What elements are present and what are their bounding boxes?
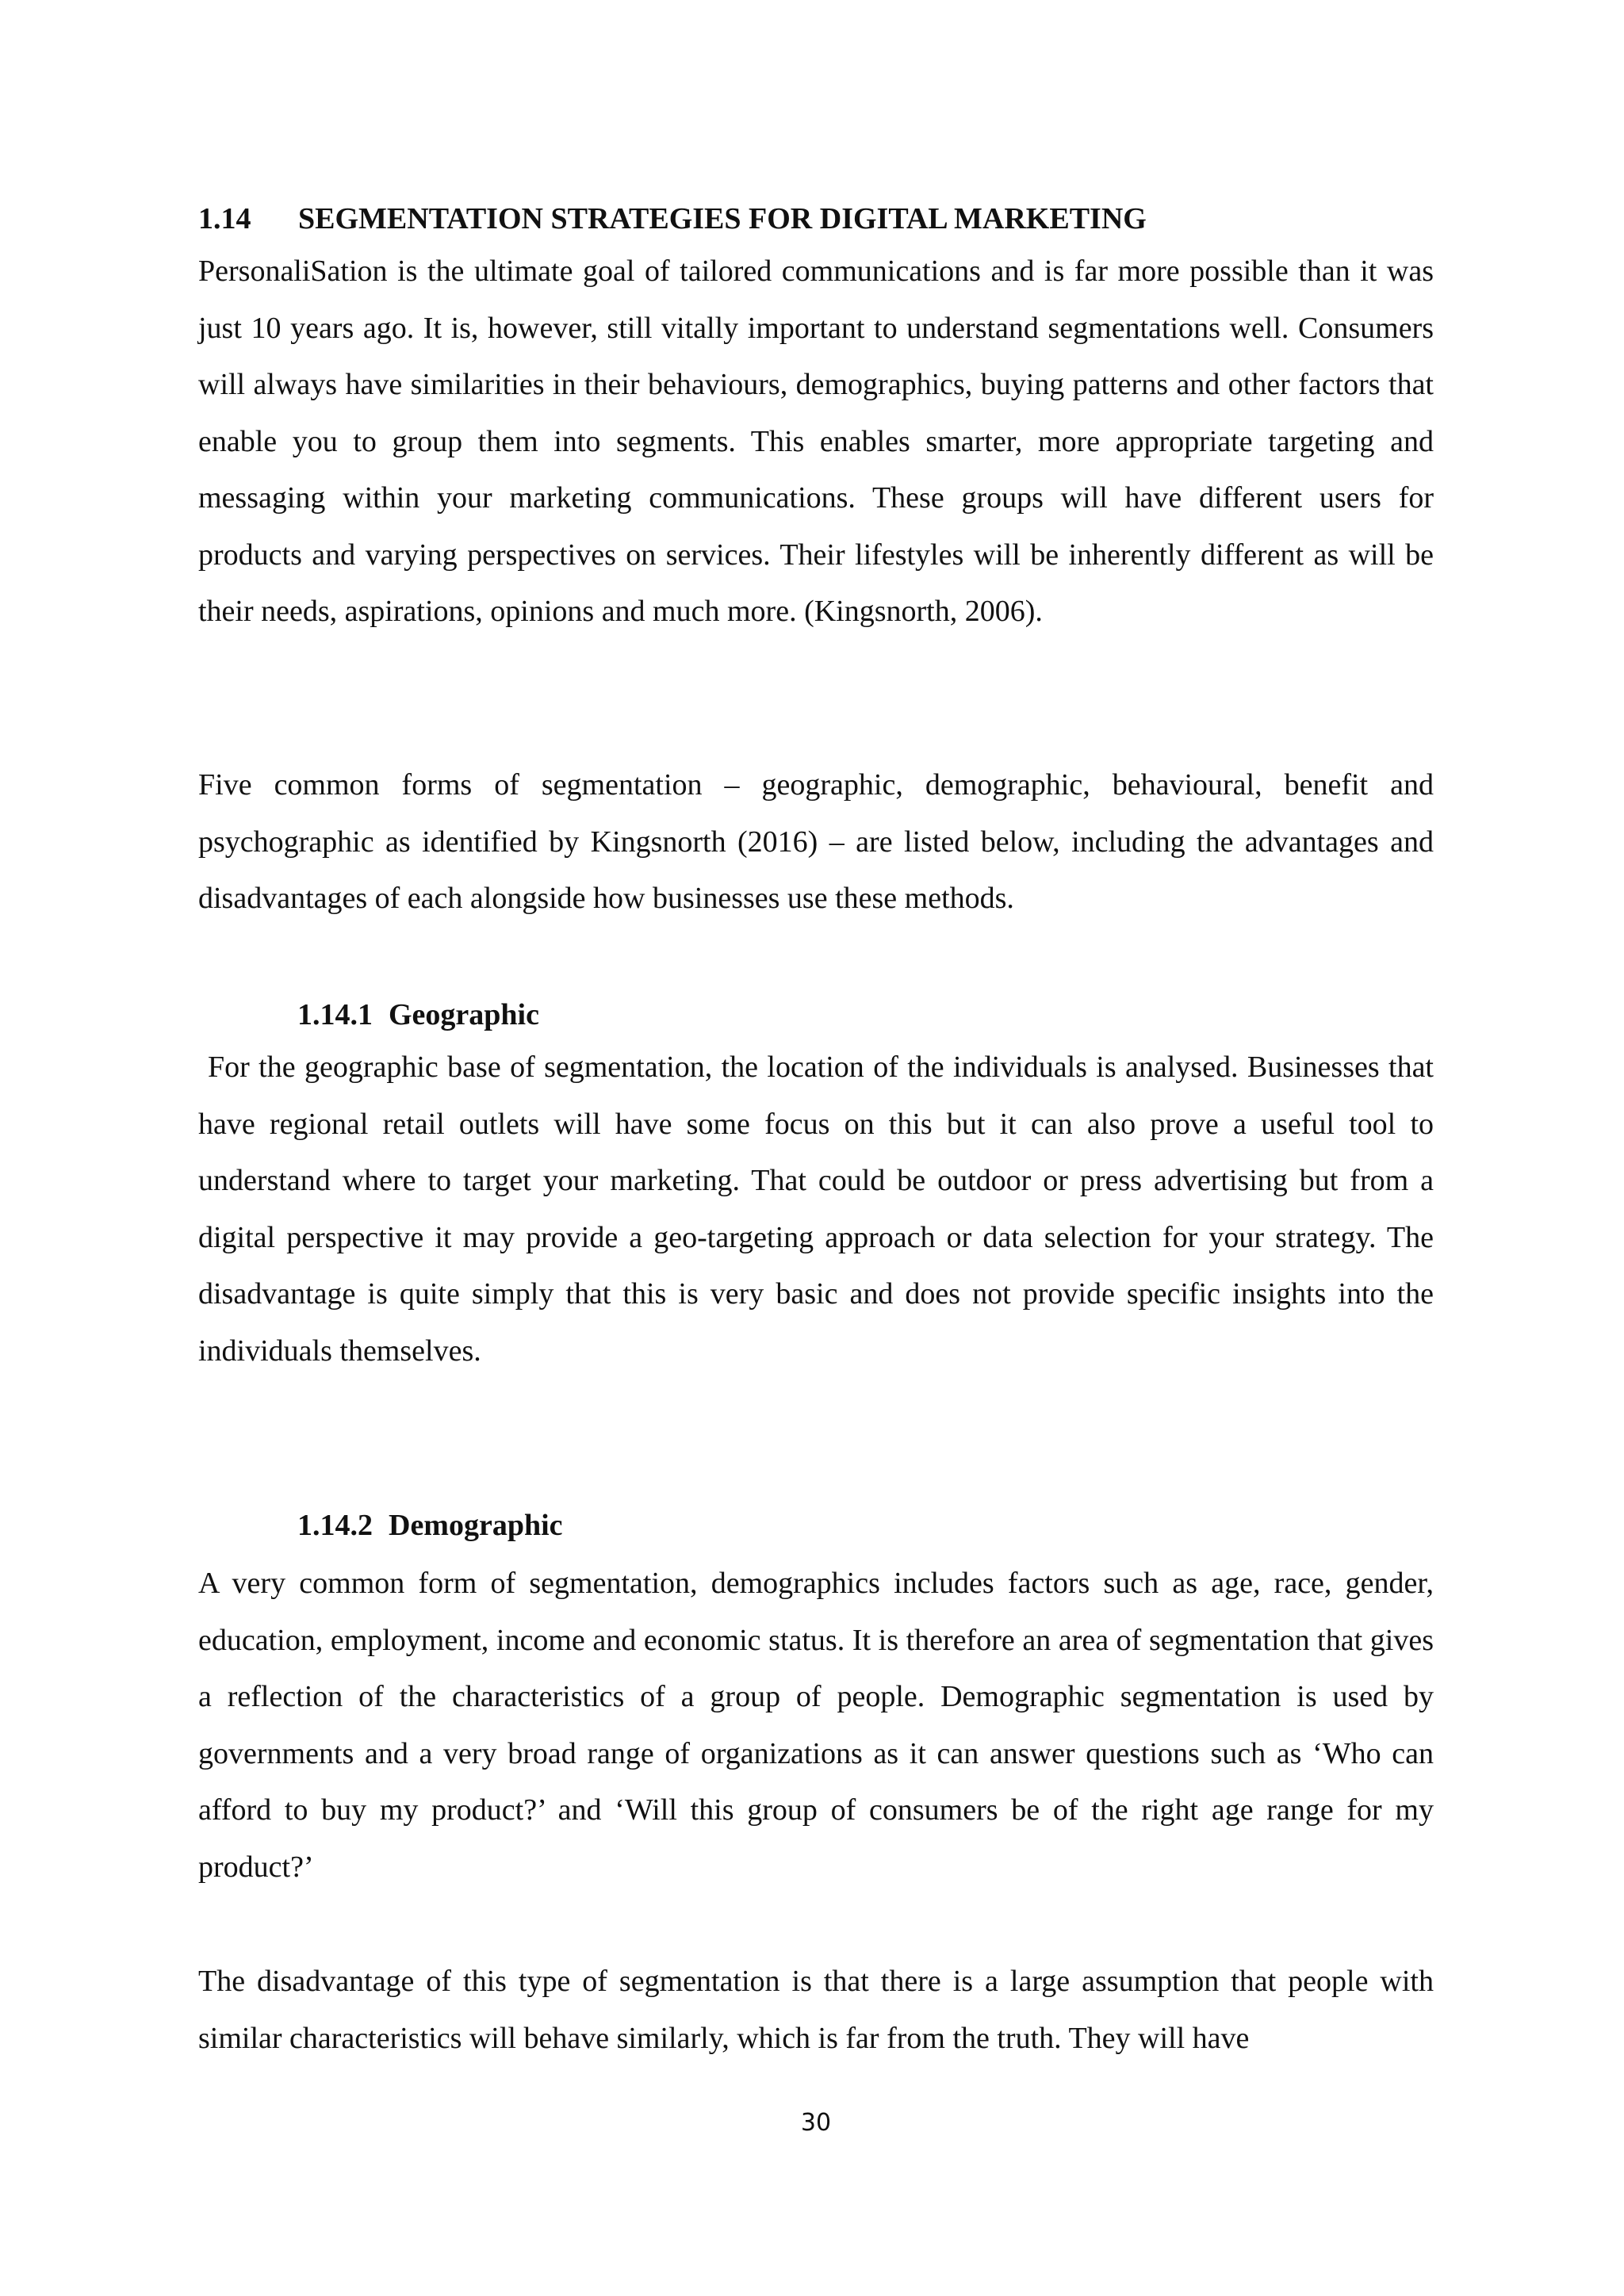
paragraph-forms: Five common forms of segmentation – geographic, demographic, behavioural, benefit and psychographic as identified by Kingsnorth (2016) – are listed below, including the advantages and disadvantages of each alongside how businesses use these methods. <box>198 768 1434 915</box>
paragraph-intro: PersonaliSation is the ultimate goal of tailored communications and is far more possible than it was just 10 years ago. It is, however, still vitally important to understand segmentations well. Consumers will always have similarities in their behaviours, demographics, buying patterns and other factors that enable you to group them into segments. This enables smarter, more appropriate targeting and messaging within your marketing communications. These groups will have different users for products and varying perspectives on services. Their lifestyles will be inherently different as will be their needs, aspirations, opinions and much more. (Kingsnorth, 2006). <box>198 254 1434 628</box>
subsection-title-demographic: Demographic <box>389 1509 563 1542</box>
paragraph-disadvantage: The disadvantage of this type of segmentation is that there is a large assumption that people with similar characteristics will behave similarly, which is far from the truth. They will have <box>198 1965 1434 2055</box>
subsection-number-geographic: 1.14.1 <box>297 998 373 1031</box>
subsection-heading-geographic <box>297 993 539 1036</box>
section-number: 1.14 <box>198 202 251 235</box>
document-page <box>198 0 1434 2296</box>
section-title: SEGMENTATION STRATEGIES FOR DIGITAL MARKETING <box>298 202 1147 235</box>
subsection-heading-demographic <box>297 1504 563 1547</box>
page-number: 30 <box>800 2109 832 2137</box>
subsection-title-geographic: Geographic <box>389 998 539 1031</box>
subsection-number-demographic: 1.14.2 <box>297 1509 373 1542</box>
paragraph-demographic: A very common form of segmentation, demographics includes factors such as age, race, gender, education, employment, income and economic status. It is therefore an area of segmentation that gives a reflection of the characteristics of a group of people. Demographic segmentation is used by governments and a very broad range of organizations as it can answer questions such as ‘Who can afford to buy my product?’ and ‘Will this group of consumers be of the right age range for my product?’ <box>198 1567 1434 1884</box>
section-heading <box>198 197 1147 240</box>
paragraph-geographic: For the geographic base of segmentation, the location of the individuals is analysed. Businesses that have regional retail outlets will have some focus on this but it can also prove a useful tool to understand where to target your marketing. That could be outdoor or press advertising but from a digital perspective it may provide a geo-targeting approach or data selection for your strategy. The disadvantage is quite simply that this is very basic and does not provide specific insights into the individuals themselves. <box>198 1050 1434 1368</box>
